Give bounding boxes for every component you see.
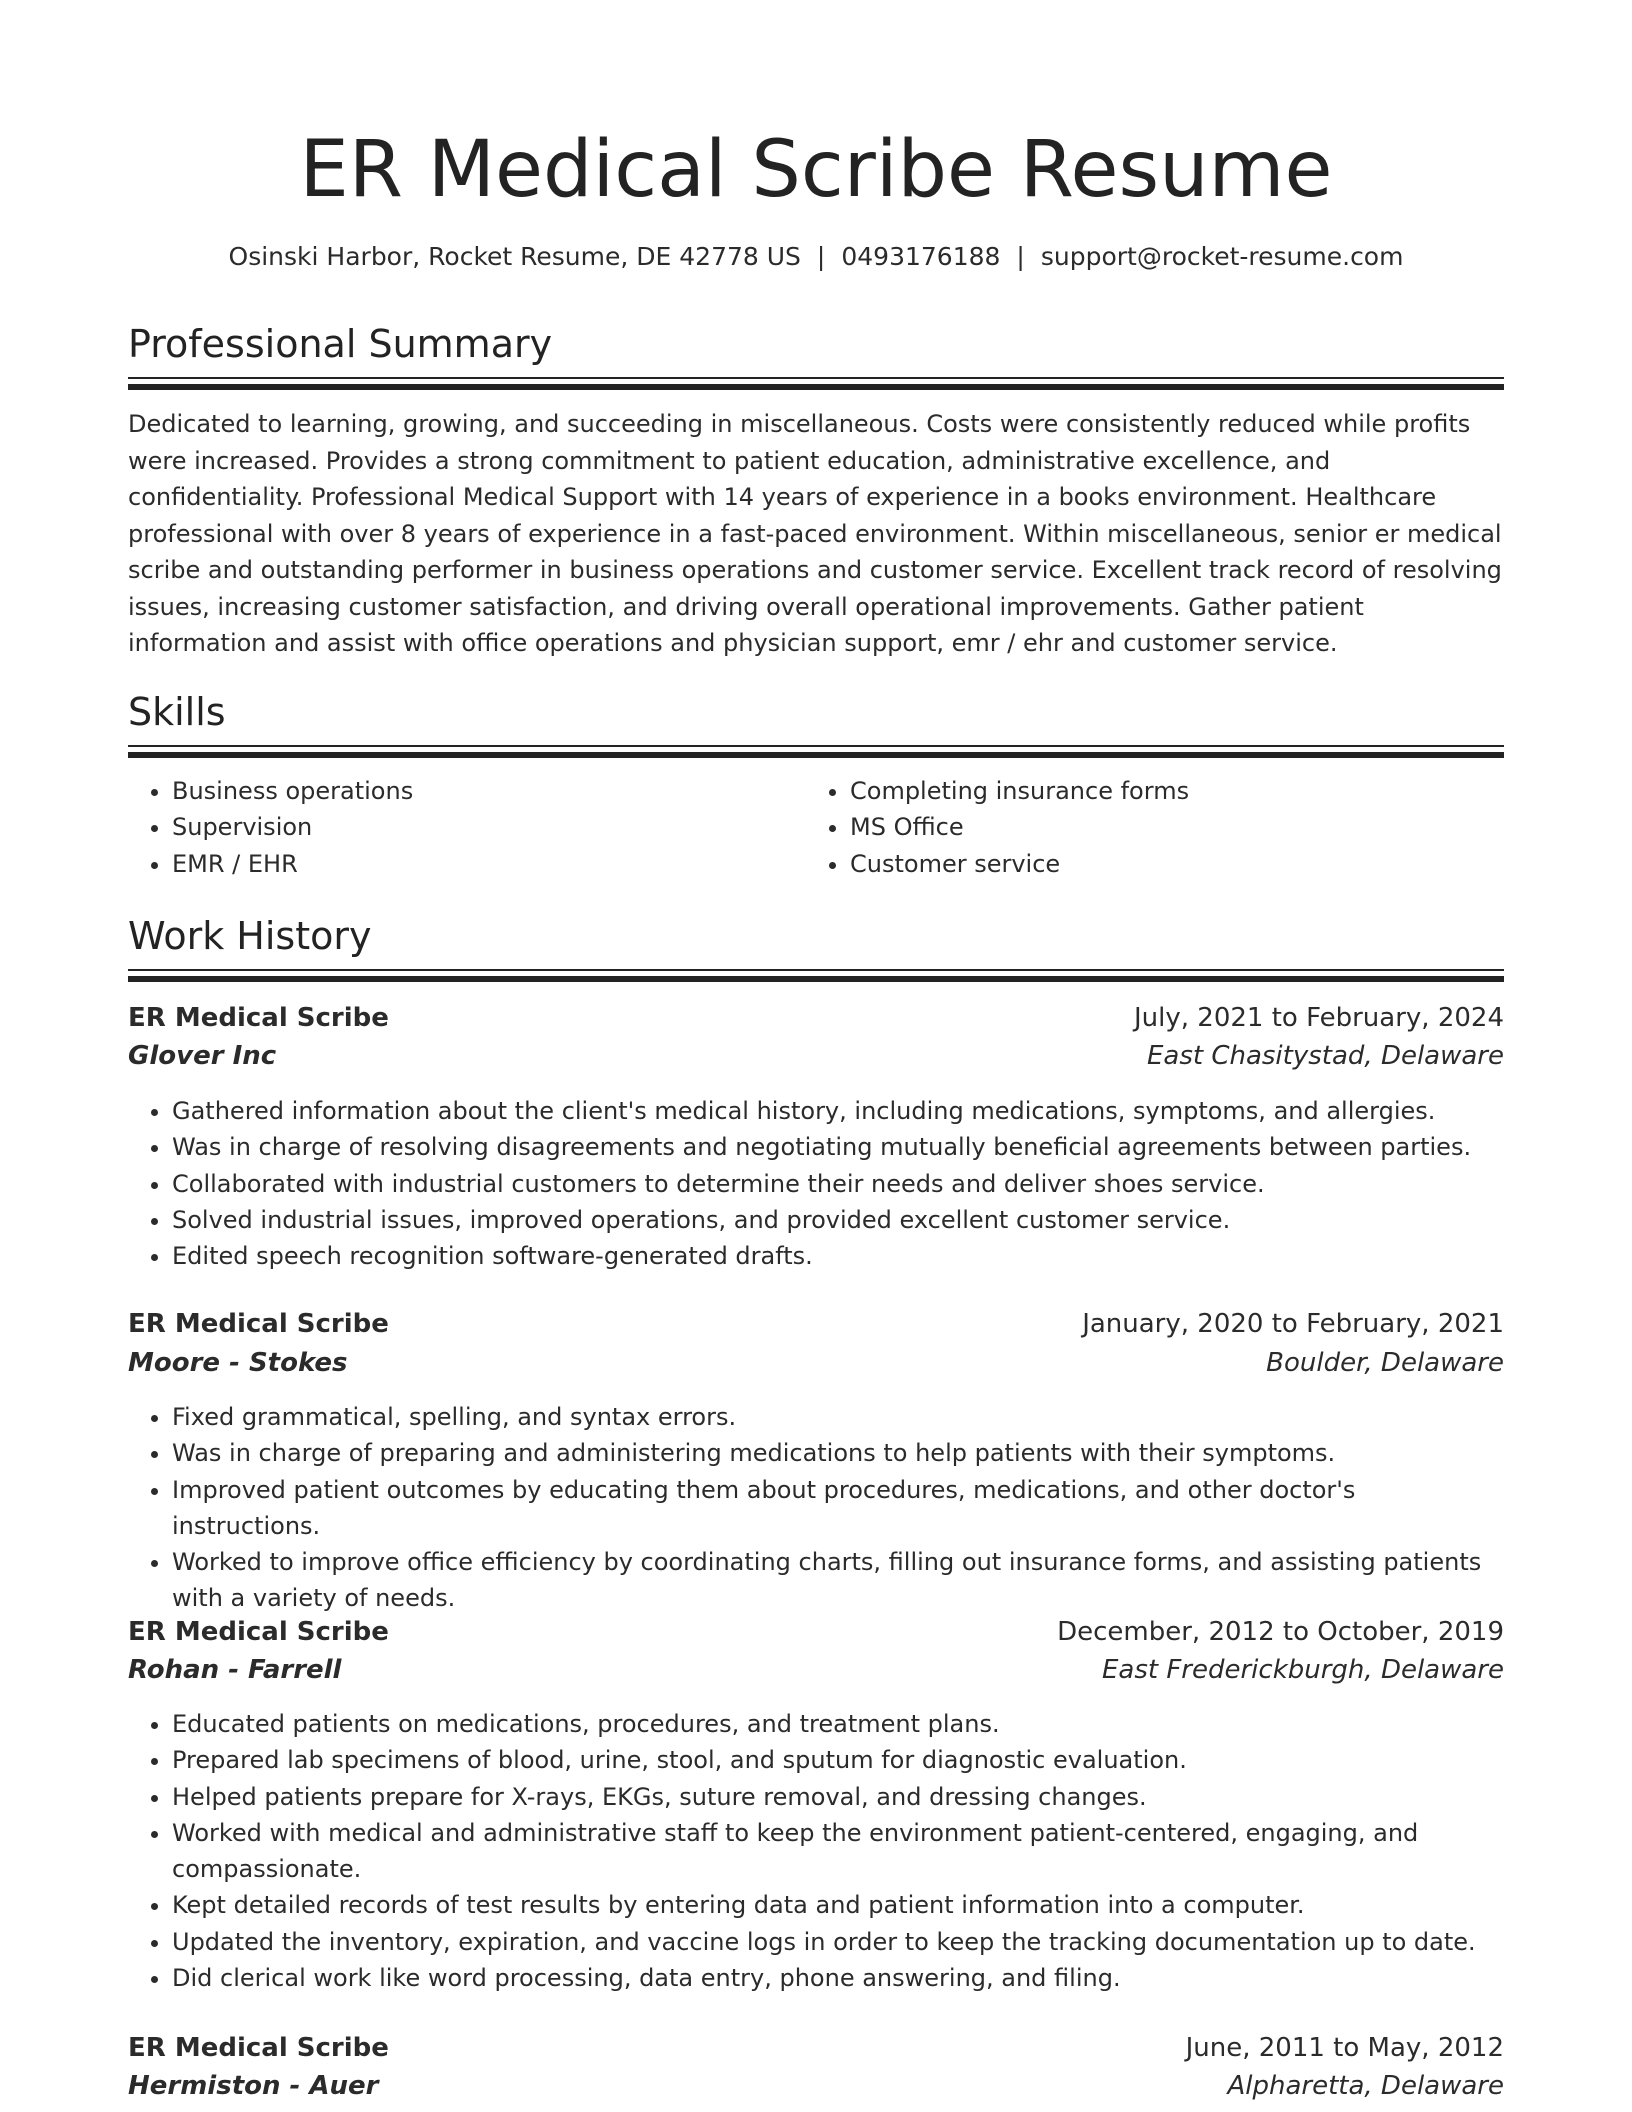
job-bullet: • Worked to improve office efficiency by coordinating charts, filling out insurance forms, and assisting patients with a variety of needs. bbox=[172, 1544, 1504, 1617]
job-location: East Chasitystad, Delaware bbox=[1146, 1041, 1504, 1071]
job-bullets bbox=[128, 1093, 1504, 1274]
skill-item: • MS Office bbox=[850, 809, 1500, 845]
job-bullet: • Improved patient outcomes by educating them about procedures, medications, and other doctor's instructions. bbox=[172, 1472, 1504, 1545]
job-bullet: • Was in charge of preparing and administering medications to help patients with their symptoms. bbox=[172, 1435, 1504, 1471]
job-bullet: • Helped patients prepare for X-rays, EKGs, suture removal, and dressing changes. bbox=[172, 1779, 1504, 1815]
job-title: ER Medical Scribe bbox=[128, 1003, 389, 1033]
section-heading-work-history: Work History bbox=[128, 914, 372, 958]
skill-item: • Business operations bbox=[172, 773, 792, 809]
job-company: Moore - Stokes bbox=[128, 1348, 348, 1378]
job-bullet: • Collaborated with industrial customers to determine their needs and deliver shoes service. bbox=[172, 1166, 1504, 1202]
contact-phone: 0493176188 bbox=[841, 242, 1001, 271]
skill-item: • Customer service bbox=[850, 846, 1500, 882]
job-bullet: • Fixed grammatical, spelling, and syntax errors. bbox=[172, 1399, 1504, 1435]
job-dates: January, 2020 to February, 2021 bbox=[1082, 1309, 1504, 1339]
contact-address: Osinski Harbor, Rocket Resume, DE 42778 US bbox=[228, 242, 801, 271]
job-bullet: • Gathered information about the client's medical history, including medications, symptoms, and allergies. bbox=[172, 1093, 1504, 1129]
section-divider bbox=[128, 377, 1504, 390]
job-title: ER Medical Scribe bbox=[128, 1617, 389, 1647]
job-location: East Frederickburgh, Delaware bbox=[1101, 1655, 1504, 1685]
job-dates: December, 2012 to October, 2019 bbox=[1057, 1617, 1504, 1647]
job-dates: July, 2021 to February, 2024 bbox=[1134, 1003, 1504, 1033]
job-bullet: • Kept detailed records of test results by entering data and patient information into a computer. bbox=[172, 1887, 1504, 1923]
job-dates: June, 2011 to May, 2012 bbox=[1185, 2033, 1504, 2063]
job-bullets bbox=[128, 1706, 1504, 1996]
job-company: Glover Inc bbox=[128, 1041, 277, 1071]
skills-list-right bbox=[806, 773, 1500, 882]
job-company: Hermiston - Auer bbox=[128, 2071, 379, 2101]
job-bullet: • Educated patients on medications, procedures, and treatment plans. bbox=[172, 1706, 1504, 1742]
skill-item: • EMR / EHR bbox=[172, 846, 792, 882]
contact-separator: | bbox=[816, 242, 826, 271]
job-company: Rohan - Farrell bbox=[128, 1655, 342, 1685]
skill-item: • Completing insurance forms bbox=[850, 773, 1500, 809]
job-bullet: • Edited speech recognition software-generated drafts. bbox=[172, 1238, 1504, 1274]
job-bullet: • Did clerical work like word processing, data entry, phone answering, and filing. bbox=[172, 1960, 1504, 1996]
job-bullet: • Updated the inventory, expiration, and vaccine logs in order to keep the tracking documentation up to date. bbox=[172, 1924, 1504, 1960]
skills-list-left bbox=[128, 773, 792, 882]
summary-text: Dedicated to learning, growing, and succeeding in miscellaneous. Costs were consistently reduced while profits were increased. Provides a strong commitment to patient education, administrative excellence, and confidentiality. Professional Medical Support with 14 years of experience in a books environment. Healthcare professional with over 8 years of experience in a fast-paced environment. Within miscellaneous, senior er medical scribe and outstanding performer in business operations and customer service. Excellent track record of resolving issues, increasing customer satisfaction, and driving overall operational improvements. Gather patient information and assist with office operations and physician support, emr / ehr and customer service. bbox=[128, 410, 1502, 657]
job-location: Alpharetta, Delaware bbox=[1227, 2071, 1504, 2101]
contact-email: support@rocket-resume.com bbox=[1040, 242, 1404, 271]
job-bullet: • Prepared lab specimens of blood, urine, stool, and sputum for diagnostic evaluation. bbox=[172, 1742, 1504, 1778]
job-location: Boulder, Delaware bbox=[1266, 1348, 1504, 1378]
job-bullet: • Was in charge of resolving disagreements and negotiating mutually beneficial agreements between parties. bbox=[172, 1129, 1504, 1165]
job-title: ER Medical Scribe bbox=[128, 1309, 389, 1339]
resume-title: ER Medical Scribe Resume bbox=[299, 125, 1333, 215]
contact-line bbox=[128, 237, 1504, 277]
job-bullet: • Solved industrial issues, improved operations, and provided excellent customer service. bbox=[172, 1202, 1504, 1238]
job-bullets bbox=[128, 1399, 1504, 1617]
section-heading-skills: Skills bbox=[128, 690, 226, 734]
job-title: ER Medical Scribe bbox=[128, 2033, 389, 2063]
section-divider bbox=[128, 745, 1504, 758]
skill-item: • Supervision bbox=[172, 809, 792, 845]
job-bullet: • Worked with medical and administrative staff to keep the environment patient-centered, engaging, and compassionate. bbox=[172, 1815, 1504, 1888]
section-heading-summary: Professional Summary bbox=[128, 322, 553, 366]
contact-separator: | bbox=[1016, 242, 1025, 271]
section-divider bbox=[128, 969, 1504, 982]
